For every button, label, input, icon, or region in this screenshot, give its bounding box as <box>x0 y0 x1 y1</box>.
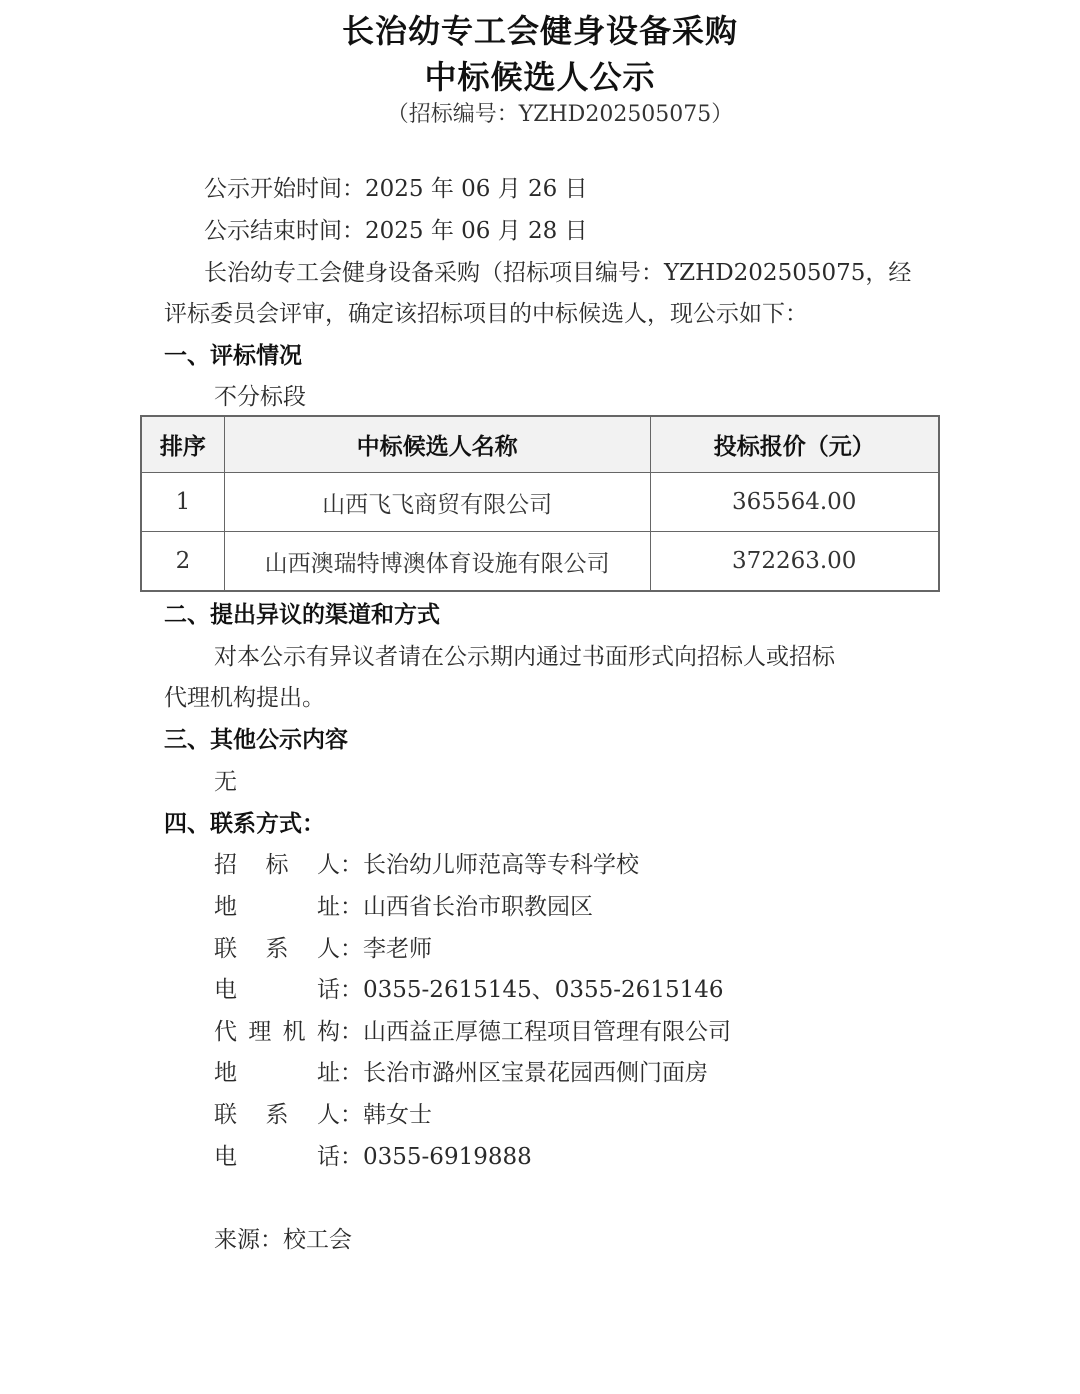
contact-agency <box>214 1017 731 1047</box>
tender-number: （招标编号：YZHD202505075） <box>386 102 734 127</box>
contact-agency-phone <box>214 1142 532 1172</box>
section3-heading: 三、其他公示内容 <box>164 727 348 753</box>
section2-heading: 二、提出异议的渠道和方式 <box>164 602 440 628</box>
cell-bid-price: 372263.00 <box>650 532 939 592</box>
contact-value: ：山西益正厚德工程项目管理有限公司 <box>340 1019 731 1045</box>
contact-value: ：山西省长治市职教园区 <box>340 894 593 920</box>
section1-note: 不分标段 <box>214 384 306 410</box>
contact-agency-person <box>214 1100 432 1130</box>
contact-tenderer-address <box>214 892 593 922</box>
document-title-line1: 长治幼专工会健身设备采购 <box>341 12 738 50</box>
header-bid-price: 投标报价（元） <box>650 416 939 473</box>
contact-label: 联系人 <box>214 1102 340 1128</box>
contact-value: ：0355-6919888 <box>340 1144 532 1170</box>
contact-value: ：李老师 <box>340 936 432 962</box>
contact-label: 电话 <box>214 977 340 1003</box>
document-title-line2: 中标候选人公示 <box>424 58 656 96</box>
section1-heading: 一、评标情况 <box>164 343 302 369</box>
section2-text-line1: 对本公示有异议者请在公示期内通过书面形式向招标人或招标 <box>214 644 835 670</box>
contact-value: ：长治幼儿师范高等专科学校 <box>340 852 639 878</box>
contact-label: 联系人 <box>214 936 340 962</box>
intro-text-line2: 评标委员会评审，确定该招标项目的中标候选人，现公示如下： <box>164 301 808 327</box>
contact-value: ：韩女士 <box>340 1102 432 1128</box>
bid-candidates-table <box>140 415 940 592</box>
cell-candidate-name: 山西飞飞商贸有限公司 <box>224 473 650 532</box>
cell-bid-price: 365564.00 <box>650 473 939 532</box>
contact-value: ：长治市潞州区宝景花园西侧门面房 <box>340 1060 708 1086</box>
table-header-row <box>141 416 939 473</box>
contact-label: 电话 <box>214 1144 340 1170</box>
header-candidate-name: 中标候选人名称 <box>224 416 650 473</box>
section2-text-line2: 代理机构提出。 <box>164 685 325 711</box>
contact-tenderer-phone <box>214 975 723 1005</box>
table-row <box>141 473 939 532</box>
cell-rank: 1 <box>141 473 224 532</box>
section3-text: 无 <box>214 769 237 795</box>
table-row <box>141 532 939 592</box>
contact-tenderer <box>214 850 639 880</box>
contact-label: 地址 <box>214 894 340 920</box>
contact-label: 招标人 <box>214 852 340 878</box>
contact-value: ：0355-2615145、0355-2615146 <box>340 977 724 1003</box>
source-note: 来源：校工会 <box>214 1227 352 1253</box>
contact-tenderer-person <box>214 934 432 964</box>
publicity-end-time: 公示结束时间：2025 年 06 月 28 日 <box>204 218 588 244</box>
intro-text-line1: 长治幼专工会健身设备采购（招标项目编号：YZHD202505075，经 <box>204 260 912 286</box>
contact-label: 地址 <box>214 1060 340 1086</box>
cell-rank: 2 <box>141 532 224 592</box>
cell-candidate-name: 山西澳瑞特博澳体育设施有限公司 <box>224 532 650 592</box>
contact-agency-address <box>214 1058 708 1088</box>
contact-label: 代理机构 <box>214 1019 340 1045</box>
section4-heading: 四、联系方式： <box>164 811 325 837</box>
header-rank: 排序 <box>141 416 224 473</box>
publicity-start-time: 公示开始时间：2025 年 06 月 26 日 <box>204 176 588 202</box>
